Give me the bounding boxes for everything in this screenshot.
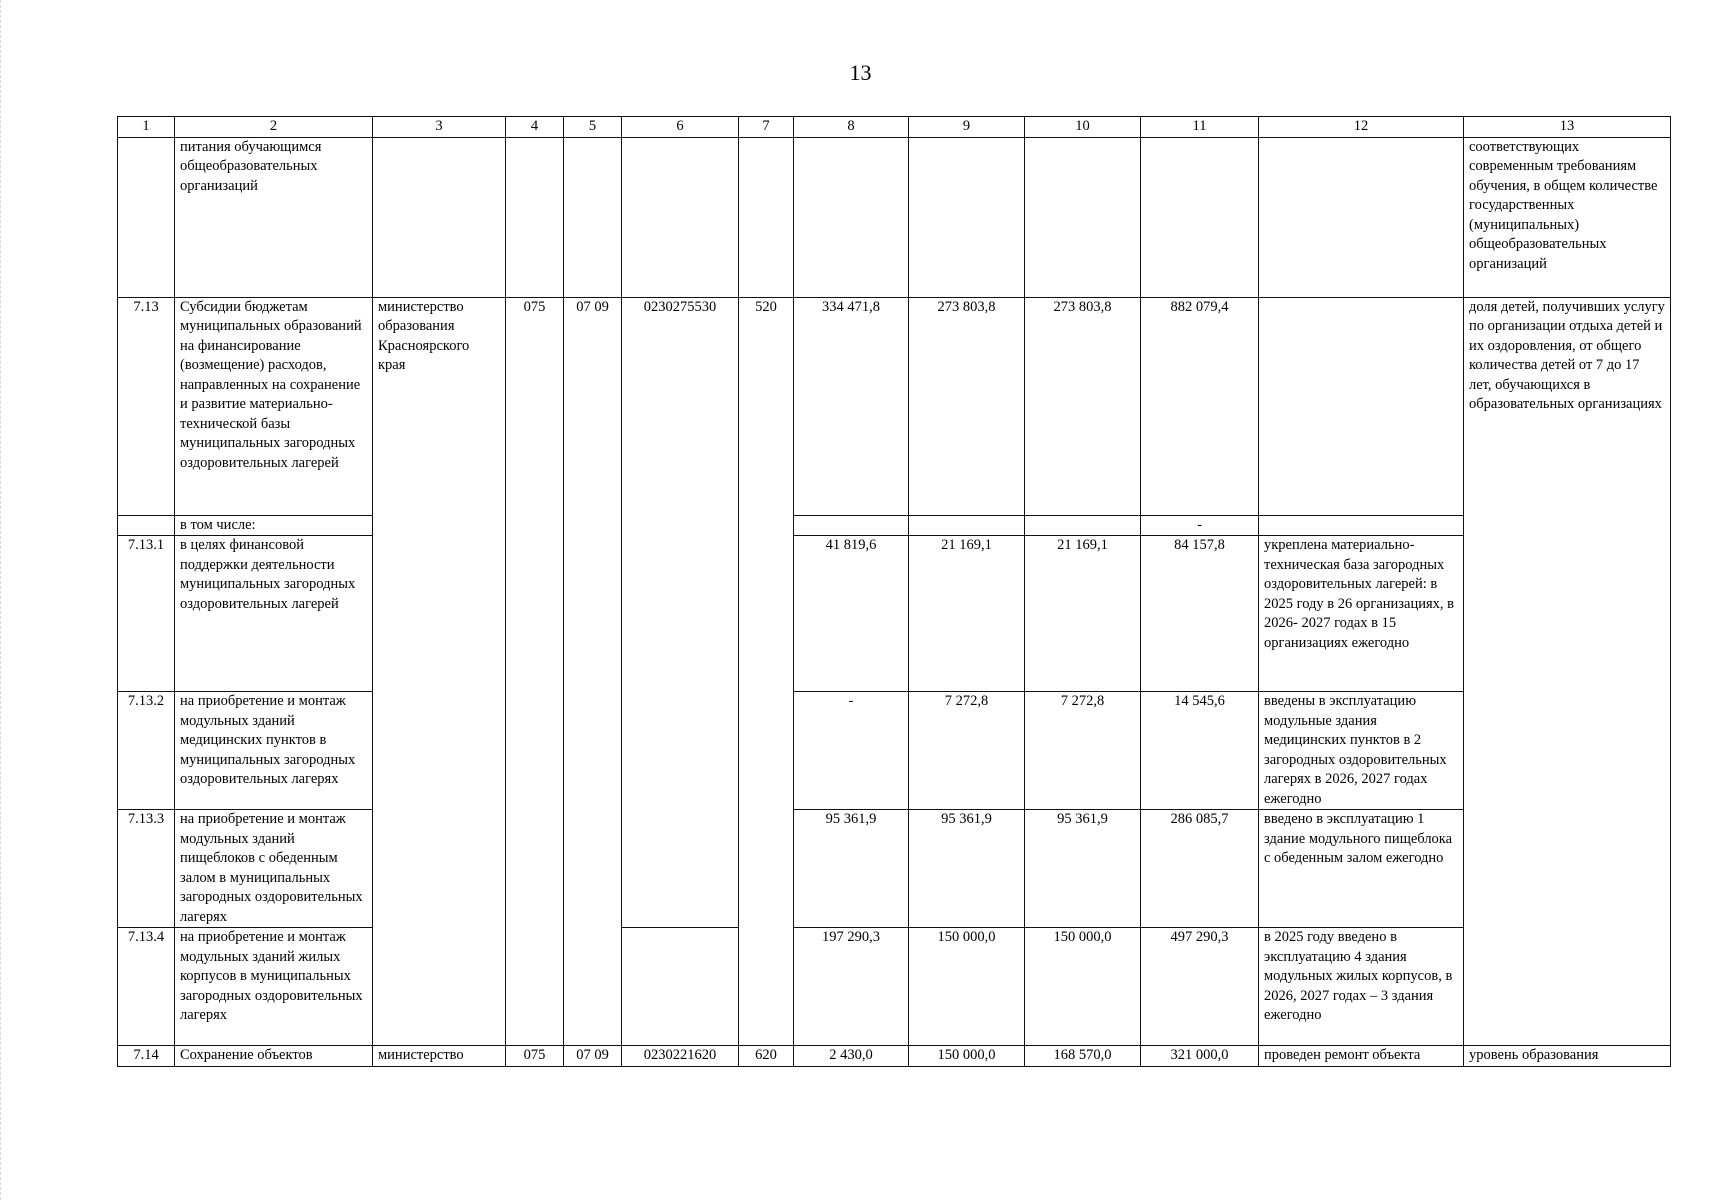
result-cell — [1259, 297, 1464, 515]
amount-2025 — [794, 515, 909, 536]
cell — [794, 137, 909, 297]
table-row — [118, 692, 1671, 810]
amount-2027: 21 169,1 — [1025, 536, 1141, 692]
row-number: 7.13 — [118, 297, 175, 515]
column-header: 1 — [118, 117, 175, 138]
result-cell: проведен ремонт объекта — [1259, 1046, 1464, 1067]
amount-2026: 150 000,0 — [909, 928, 1025, 1046]
column-header: 5 — [564, 117, 622, 138]
scan-edge-marks — [0, 0, 4, 1200]
amount-2027: 273 803,8 — [1025, 297, 1141, 515]
indicator-cell: уровень образования — [1464, 1046, 1671, 1067]
amount-total: 14 545,6 — [1141, 692, 1259, 810]
column-header: 9 — [909, 117, 1025, 138]
amount-2027: 7 272,8 — [1025, 692, 1141, 810]
administrator-cell: министерство образования Красноярского края — [373, 297, 506, 1046]
amount-2025: 197 290,3 — [794, 928, 909, 1046]
column-header: 7 — [739, 117, 794, 138]
row-description: на приобретение и монтаж модульных зданий пищеблоков с обеденным залом в муниципальных загородных оздоровительных лагерях — [175, 810, 373, 928]
column-header: 8 — [794, 117, 909, 138]
row-description: в том числе: — [175, 515, 373, 536]
amount-total: - — [1141, 515, 1259, 536]
amount-2025: 95 361,9 — [794, 810, 909, 928]
row-description: на приобретение и монтаж модульных зданий жилых корпусов в муниципальных загородных оздоровительных лагерях — [175, 928, 373, 1046]
target-article-cell: 0230275530 — [622, 297, 739, 928]
target-article-cell — [622, 928, 739, 1046]
row-number — [118, 137, 175, 297]
amount-2025: 334 471,8 — [794, 297, 909, 515]
amount-2027: 150 000,0 — [1025, 928, 1141, 1046]
amount-total: 286 085,7 — [1141, 810, 1259, 928]
table-row — [118, 810, 1671, 928]
target-article-cell: 0230221620 — [622, 1046, 739, 1067]
amount-2025: 2 430,0 — [794, 1046, 909, 1067]
column-header: 11 — [1141, 117, 1259, 138]
amount-total: 882 079,4 — [1141, 297, 1259, 515]
column-header: 6 — [622, 117, 739, 138]
cell — [1259, 137, 1464, 297]
amount-2026: 7 272,8 — [909, 692, 1025, 810]
row-number: 7.14 — [118, 1046, 175, 1067]
table-row — [118, 536, 1671, 692]
amount-2026: 95 361,9 — [909, 810, 1025, 928]
row-description: питания обучающимся общеобразовательных организаций — [175, 137, 373, 297]
indicator-cell: соответствующих современным требованиям обучения, в общем количестве государственных (муниципальных) общеобразовательных организаций — [1464, 137, 1671, 297]
cell — [622, 137, 739, 297]
column-number-row — [118, 117, 1671, 138]
amount-2026: 273 803,8 — [909, 297, 1025, 515]
result-cell: укреплена материально-техническая база загородных оздоровительных лагерей: в 2025 году в 26 организациях, в 2026- 2027 годах в 15 организациях ежегодно — [1259, 536, 1464, 692]
row-description: Сохранение объектов — [175, 1046, 373, 1067]
amount-total: 84 157,8 — [1141, 536, 1259, 692]
column-header: 13 — [1464, 117, 1671, 138]
row-number: 7.13.1 — [118, 536, 175, 692]
column-header: 4 — [506, 117, 564, 138]
column-header: 10 — [1025, 117, 1141, 138]
expense-type-cell: 520 — [739, 297, 794, 1046]
row-number: 7.13.3 — [118, 810, 175, 928]
result-cell: введены в эксплуатацию модульные здания медицинских пунктов в 2 загородных оздоровительных лагерях в 2026, 2027 годах ежегодно — [1259, 692, 1464, 810]
administrator-cell: министерство — [373, 1046, 506, 1067]
code-cell: 075 — [506, 1046, 564, 1067]
amount-2025: 41 819,6 — [794, 536, 909, 692]
amount-2026: 21 169,1 — [909, 536, 1025, 692]
cell — [739, 137, 794, 297]
result-cell — [1259, 515, 1464, 536]
row-description: Субсидии бюджетам муниципальных образований на финансирование (возмещение) расходов, направленных на сохранение и развитие материально-технической базы муниципальных загородных оздоровительных лагерей — [175, 297, 373, 515]
result-cell: в 2025 году введено в эксплуатацию 4 здания модульных жилых корпусов, в 2026, 2027 годах – 3 здания ежегодно — [1259, 928, 1464, 1046]
column-header: 12 — [1259, 117, 1464, 138]
expense-type-cell: 620 — [739, 1046, 794, 1067]
cell — [373, 137, 506, 297]
cell — [909, 137, 1025, 297]
table-row — [118, 928, 1671, 1046]
table-row — [118, 515, 1671, 536]
cell — [1141, 137, 1259, 297]
row-number: 7.13.4 — [118, 928, 175, 1046]
cell — [506, 137, 564, 297]
code-cell: 075 — [506, 297, 564, 1046]
amount-2026 — [909, 515, 1025, 536]
table-row — [118, 297, 1671, 515]
indicator-cell: доля детей, получивших услугу по организации отдыха детей и их оздоровления, от общего количества детей от 7 до 17 лет, обучающихся в образовательных организациях — [1464, 297, 1671, 1046]
column-header: 3 — [373, 117, 506, 138]
budget-table — [117, 116, 1671, 1067]
section-cell: 07 09 — [564, 1046, 622, 1067]
column-header: 2 — [175, 117, 373, 138]
cell — [564, 137, 622, 297]
table-row — [118, 1046, 1671, 1067]
table-row — [118, 137, 1671, 297]
amount-2027 — [1025, 515, 1141, 536]
amount-total: 497 290,3 — [1141, 928, 1259, 1046]
section-cell: 07 09 — [564, 297, 622, 1046]
amount-2027: 95 361,9 — [1025, 810, 1141, 928]
amount-2026: 150 000,0 — [909, 1046, 1025, 1067]
amount-2027: 168 570,0 — [1025, 1046, 1141, 1067]
page-number: 13 — [849, 60, 872, 85]
amount-2025: - — [794, 692, 909, 810]
result-cell: введено в эксплуатацию 1 здание модульного пищеблока с обеденным залом ежегодно — [1259, 810, 1464, 928]
row-number — [118, 515, 175, 536]
cell — [1025, 137, 1141, 297]
row-number: 7.13.2 — [118, 692, 175, 810]
row-description: в целях финансовой поддержки деятельности муниципальных загородных оздоровительных лагерей — [175, 536, 373, 692]
amount-total: 321 000,0 — [1141, 1046, 1259, 1067]
row-description: на приобретение и монтаж модульных зданий медицинских пунктов в муниципальных загородных оздоровительных лагерях — [175, 692, 373, 810]
